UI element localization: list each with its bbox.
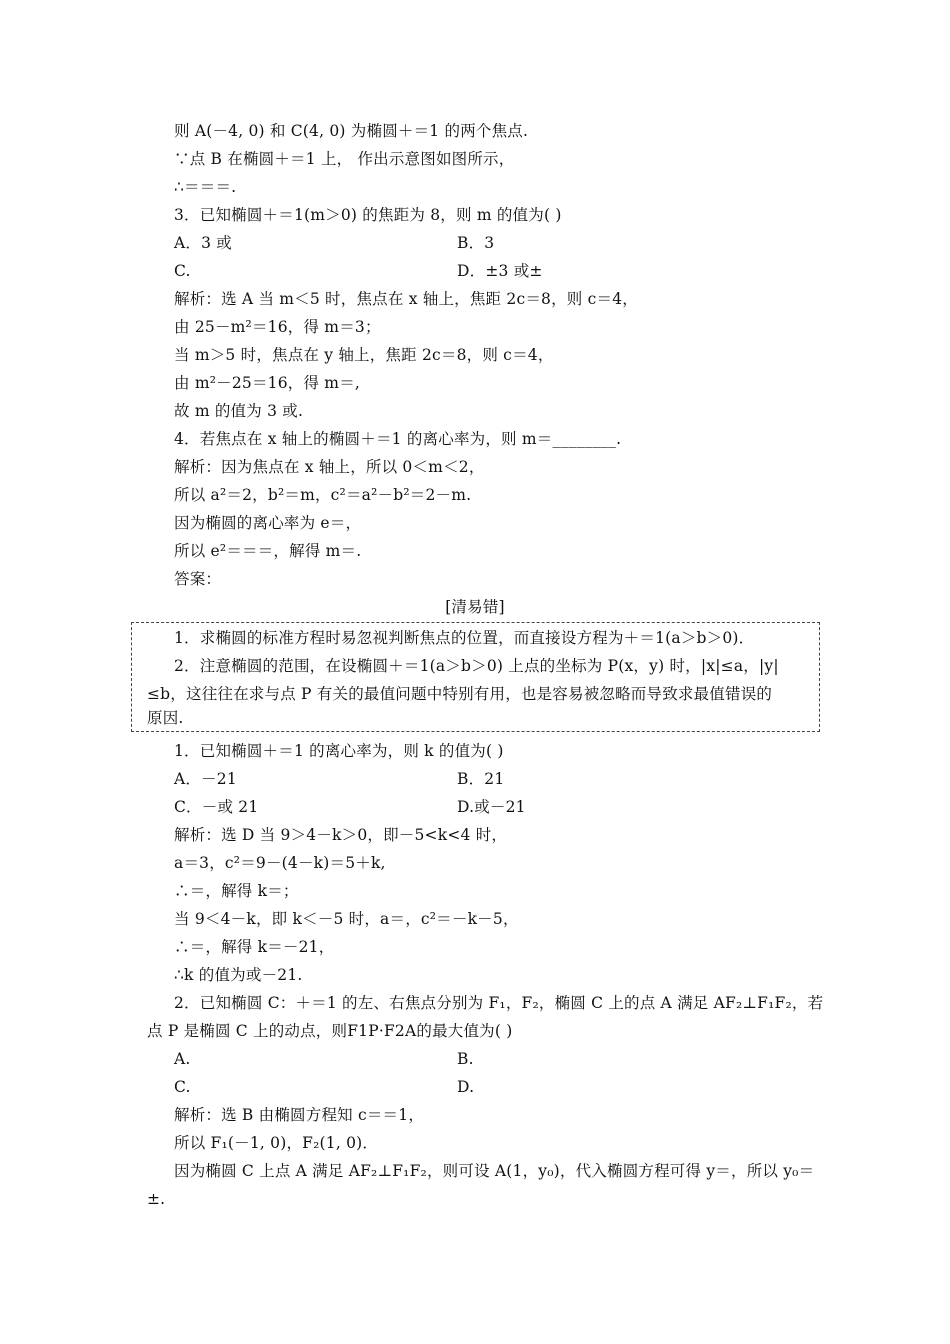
q3-solution-line: 解析：选 A 当 m＜5 时，焦点在 x 轴上，焦距 2c＝8，则 c＝4， — [174, 290, 638, 308]
caution-line: 原因. — [147, 709, 184, 727]
exercise-2: 2．已知椭圆 C：＋＝1 的左、右焦点分别为 F₁，F₂，椭圆 C 上的点 A 满足 AF₂⊥F₁F₂，若 — [174, 994, 824, 1012]
e2-option-a: A. — [174, 1050, 191, 1068]
e1-solution-line: ∴＝，解得 k＝－21， — [174, 938, 335, 956]
q3-solution-line: 由 25－m²＝16，得 m＝3； — [174, 318, 381, 336]
e2-solution-line: ±. — [147, 1190, 166, 1208]
q3-option-c: C. — [174, 262, 191, 280]
e1-solution-line: ∴＝，解得 k＝； — [174, 882, 299, 900]
q3-option-b: B．3 — [457, 234, 495, 252]
exercise-2-cont: 点 P 是椭圆 C 上的动点，则F1P·F2A的最大值为( ) — [147, 1022, 513, 1040]
q4-solution-line: 所以 a²＝2，b²＝m，c²＝a²－b²＝2－m. — [174, 486, 472, 504]
question-4: 4．若焦点在 x 轴上的椭圆＋＝1 的离心率为，则 m＝________. — [174, 430, 622, 448]
e1-option-b: B．21 — [457, 770, 505, 788]
caution-line: ≤b，这往往在求与点 P 有关的最值问题中特别有用，也是容易被忽略而导致求最值错误的 — [147, 685, 773, 703]
e1-solution-line: ∴k 的值为或－21. — [174, 966, 303, 984]
question-3: 3．已知椭圆＋＝1(m＞0) 的焦距为 8，则 m 的值为( ) — [174, 206, 562, 224]
e1-solution-line: 当 9＜4－k，即 k＜－5 时，a＝，c²＝－k－5， — [174, 910, 519, 928]
q4-answer: 答案： — [174, 570, 222, 588]
e1-solution-line: a＝3，c²＝9－(4－k)＝5＋k, — [174, 854, 386, 872]
q4-solution-line: 解析：因为焦点在 x 轴上，所以 0＜m＜2， — [174, 458, 485, 476]
e1-option-d: D.或－21 — [457, 798, 526, 816]
exercise-1: 1．已知椭圆＋＝1 的离心率为，则 k 的值为( ) — [174, 742, 504, 760]
e2-option-b: B. — [457, 1050, 474, 1068]
e1-option-a: A．－21 — [174, 770, 237, 788]
q3-solution-line: 当 m＞5 时，焦点在 y 轴上，焦距 2c＝8，则 c＝4， — [174, 346, 554, 364]
text-line: ∴＝＝＝. — [174, 178, 237, 196]
text-line: 则 A(－4, 0) 和 C(4, 0) 为椭圆＋＝1 的两个焦点. — [174, 122, 529, 140]
caution-line: 2．注意椭圆的范围，在设椭圆＋＝1(a＞b＞0) 上点的坐标为 P(x，y) 时，|x|≤a，|y| — [174, 657, 779, 675]
e2-solution-line: 所以 F₁(－1, 0)，F₂(1, 0)． — [174, 1134, 379, 1152]
e2-solution-line: 解析：选 B 由椭圆方程知 c＝＝1， — [174, 1106, 425, 1124]
text-line: ∵点 B 在椭圆＋＝1 上， 作出示意图如图所示， — [174, 150, 515, 168]
section-title: [清易错] — [445, 598, 505, 616]
q3-option-a: A．3 或 — [174, 234, 232, 252]
e1-solution-line: 解析：选 D 当 9＞4－k＞0，即－5<k<4 时， — [174, 826, 508, 844]
caution-line: 1．求椭圆的标准方程时易忽视判断焦点的位置，而直接设方程为＋＝1(a＞b＞0)． — [174, 629, 755, 647]
e2-option-d: D. — [457, 1078, 475, 1096]
q3-option-d: D．±3 或± — [457, 262, 543, 280]
q4-solution-line: 因为椭圆的离心率为 e＝， — [174, 514, 362, 532]
q4-solution-line: 所以 e²＝＝＝，解得 m＝. — [174, 542, 362, 560]
q3-solution-line: 故 m 的值为 3 或. — [174, 402, 304, 420]
q3-solution-line: 由 m²－25＝16，得 m＝, — [174, 374, 361, 392]
e2-solution-line: 因为椭圆 C 上点 A 满足 AF₂⊥F₁F₂，则可设 A(1，y₀)，代入椭圆方程可得 y＝，所以 y₀＝ — [174, 1162, 815, 1180]
e1-option-c: C．－或 21 — [174, 798, 259, 816]
e2-option-c: C. — [174, 1078, 191, 1096]
